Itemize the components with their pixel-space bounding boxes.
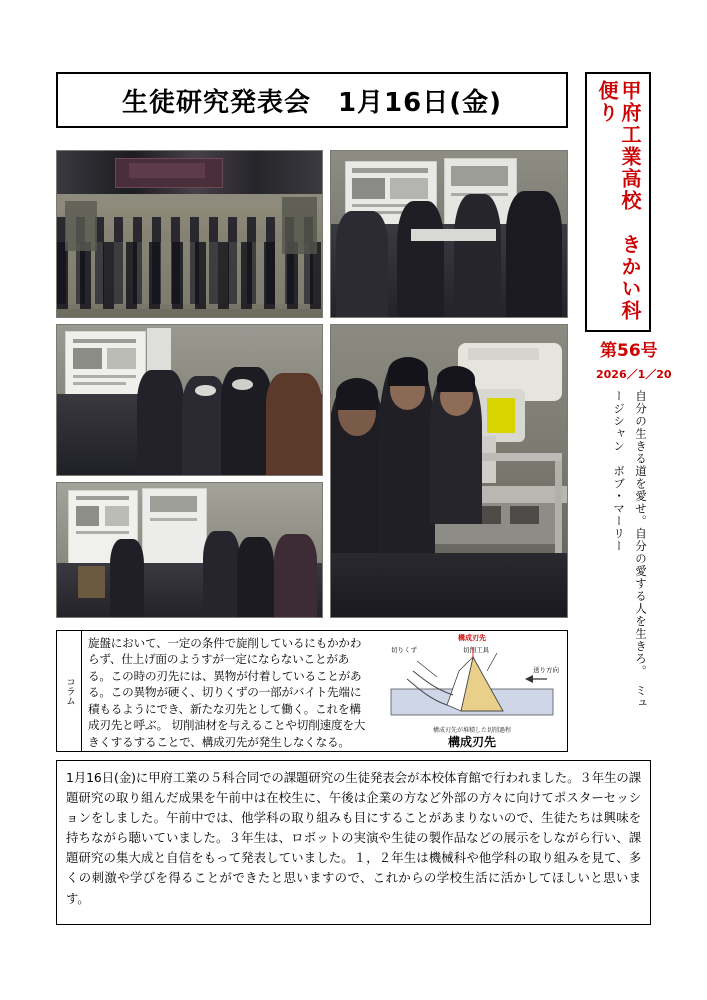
issue-date: 2026／1／20 [596, 368, 672, 381]
page-title: 生徒研究発表会 1月16日(金) [121, 87, 503, 118]
figure-caption: 構成刃先 [447, 735, 496, 749]
masthead-banner [585, 72, 651, 344]
issue-number: 第56号 [600, 341, 658, 361]
figure-sub-caption: 構成刃先が堆積した切削過程 [432, 727, 511, 734]
figure-label-chip: 切りくず [391, 646, 417, 654]
figure-label-feed: 送り方向 [533, 666, 559, 674]
photo-poster-panels-visitors [56, 324, 323, 476]
column-label-vertical [57, 631, 82, 751]
photo-robot-demo [330, 324, 568, 618]
column-label-text: コラム [63, 676, 75, 706]
masthead-vertical-text: 甲府工業高校 きかい科 便り [595, 80, 642, 344]
figure-top-label: 構成刃先 [458, 634, 486, 642]
quote-block [585, 388, 651, 720]
column-body-text: 旋盤において、一定の条件で旋削しているにもかかわらず、仕上げ面のようすが一定にならないことがある。この時の刃先には、異物が付着していることがある。この異物が硬く、切りくずの一部がバイト先端に積もるようにでき、新たな刃先として働く。これを構成刃先と呼ぶ。 切削油材を与えることや切削速度を大きくするすることで、構成刃先が発生しなくなる。 [88, 636, 366, 749]
page-title-box [56, 72, 568, 128]
photo-hall-presentation [56, 150, 323, 318]
photo-gym-exhibition [56, 482, 323, 618]
photo-poster-session-students [330, 150, 568, 318]
article-body: 1月16日(金)に甲府工業の５科合同での課題研究の生徒発表会が本校体育館で行われました。３年生の課題研究の取り組んだ成果を午前中は在校生に、午後は企業の方など外部の方々に向けてポスターセッションをしました。午前中では、他学科の取り組みも目にすることがあまりないので、生徒たちは興味を持ちながら聴いていました。３年生は、ロボットの実演や生徒の製作品などの展示をしながら行い、課題研究の集大成と自信をもって発表していました。１，２年生は機械科や他学科の取り組みを見て、多くの刺激や学びを得ることができたと思いますので、これからの学校生活に活かしてほしいと思います。 [56, 760, 651, 925]
quote-text: 自分の生きる道を愛せ。自分の愛する人を生きろ。 ミュージシャン ボブ・マーリー [612, 390, 648, 710]
figure-label-tool: 切削工具 [463, 646, 489, 654]
column-figure [377, 631, 567, 751]
column-box [56, 630, 568, 752]
